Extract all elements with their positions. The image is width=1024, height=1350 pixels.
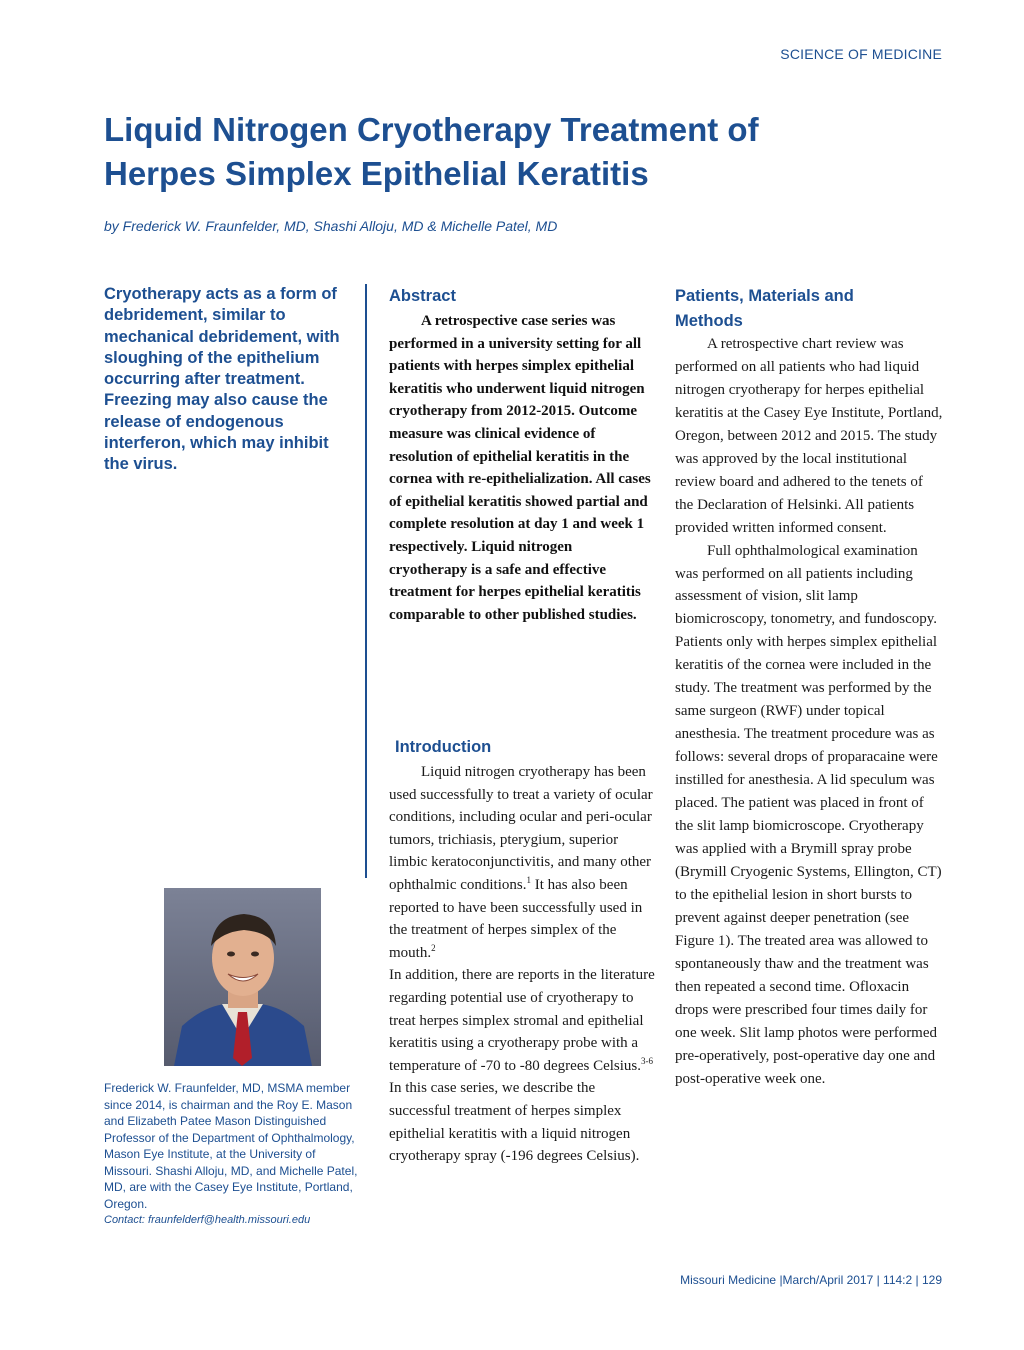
citation-3: 3-6 bbox=[641, 1055, 654, 1066]
abstract-body bbox=[389, 310, 654, 626]
byline: by Frederick W. Fraunfelder, MD, Shashi Alloju, MD & Michelle Patel, MD bbox=[104, 218, 558, 234]
author-photo bbox=[164, 888, 321, 1066]
abstract-text: A retrospective case series was performed in a university setting for all patients with herpes simplex epithelial keratitis who underwent liquid nitrogen cryotherapy from 2012-2015. Outcome measure was clinical evidence of resolution of epithelial keratitis in the cornea with re-epithelialization. All cases of epithelial keratitis showed partial and complete resolution at day 1 and week 1 respectively. Liquid nitrogen cryotherapy is a safe and effective treatment for herpes epithelial keratitis comparable to other published studies. bbox=[389, 313, 651, 623]
section-label: SCIENCE OF MEDICINE bbox=[780, 46, 942, 62]
introduction-body bbox=[389, 761, 657, 1168]
abstract-heading: Abstract bbox=[389, 287, 456, 305]
column-divider bbox=[365, 284, 367, 878]
methods-body bbox=[675, 333, 943, 1090]
methods-paragraph-2: Full ophthalmological examination was performed on all patients including assessment of vision, slit lamp biomicroscopy, tonometry, and fundoscopy. Patients only with herpes simplex epithelial keratitis of the cornea were included in the study. The treatment was performed by the same surgeon (RWF) under topical anesthesia. The treatment procedure was as follows: several drops of proparacaine were instilled for anesthesia. A lid speculum was placed. The patient was placed in front of the slit lamp biomicroscope. Cryotherapy was applied with a Brymill spray probe (Brymill Cryogenic Systems, Ellington, CT) to the epithelial lesion in short bursts to prevent against deeper penetration (see Figure 1). The treated area was allowed to spontaneously thaw and the treatment was then repeated a second time. Ofloxacin drops were prescribed four times daily for one week. Slit lamp photos were performed pre-operatively, post-operative day one and post-operative week one. bbox=[675, 542, 942, 1087]
introduction-heading: Introduction bbox=[395, 738, 492, 756]
intro-text-3: In addition, there are reports in the literature regarding potential use of cryotherapy to treat herpes simplex stromal and epithelial keratitis using a cryotherapy probe with a temperature of -70 to -80 degrees Celsius. bbox=[389, 967, 655, 1074]
citation-1: 1 bbox=[526, 874, 531, 885]
intro-text-1: Liquid nitrogen cryotherapy has been used successfully to treat a variety of ocular conditions, including ocular and peri-ocular tumors, trichiasis, pterygium, superior limbic keratoconjunctivitis, and many other ophthalmic conditions. bbox=[389, 764, 653, 893]
page-footer: Missouri Medicine |March/April 2017 | 114:2 | 129 bbox=[680, 1273, 942, 1287]
citation-2: 2 bbox=[431, 942, 436, 953]
author-caption bbox=[104, 1080, 366, 1229]
author-bio: Frederick W. Fraunfelder, MD, MSMA member since 2014, is chairman and the Roy E. Mason and Elizabeth Patee Mason Distinguished Professor of the Department of Ophthalmology, Mason Eye Institute, at the University of Missouri. Shashi Alloju, MD, and Michelle Patel, MD, are with the Casey Eye Institute, Portland, Oregon. bbox=[104, 1081, 358, 1211]
author-contact: Contact: fraunfelderf@health.missouri.edu bbox=[104, 1214, 311, 1226]
methods-heading: Patients, Materials and Methods bbox=[675, 287, 854, 330]
methods-paragraph-1: A retrospective chart review was performed on all patients who had liquid nitrogen cryotherapy for herpes epithelial keratitis at the Casey Eye Institute, Portland, Oregon, between 2012 and 2015. The study was approved by the local institutional review board and adhered to the tenets of the Declaration of Helsinki. All patients provided written informed consent. bbox=[675, 336, 943, 536]
intro-text-4: In this case series, we describe the successful treatment of herpes simplex epithelial keratitis with a liquid nitrogen cryotherapy spray (-196 degrees Celsius). bbox=[389, 1080, 640, 1165]
article-title: Liquid Nitrogen Cryotherapy Treatment of Herpes Simplex Epithelial Keratitis bbox=[104, 111, 759, 192]
intro-text-2: It has also been reported to have been successfully used in the treatment of herpes simplex of the mouth. bbox=[389, 876, 643, 961]
pull-quote: Cryotherapy acts as a form of debridement, similar to mechanical debridement, with sloughing of the epithelium occurring after treatment. Freezing may also cause the release of endogenous interferon, which may inhibit the virus. bbox=[104, 285, 340, 474]
